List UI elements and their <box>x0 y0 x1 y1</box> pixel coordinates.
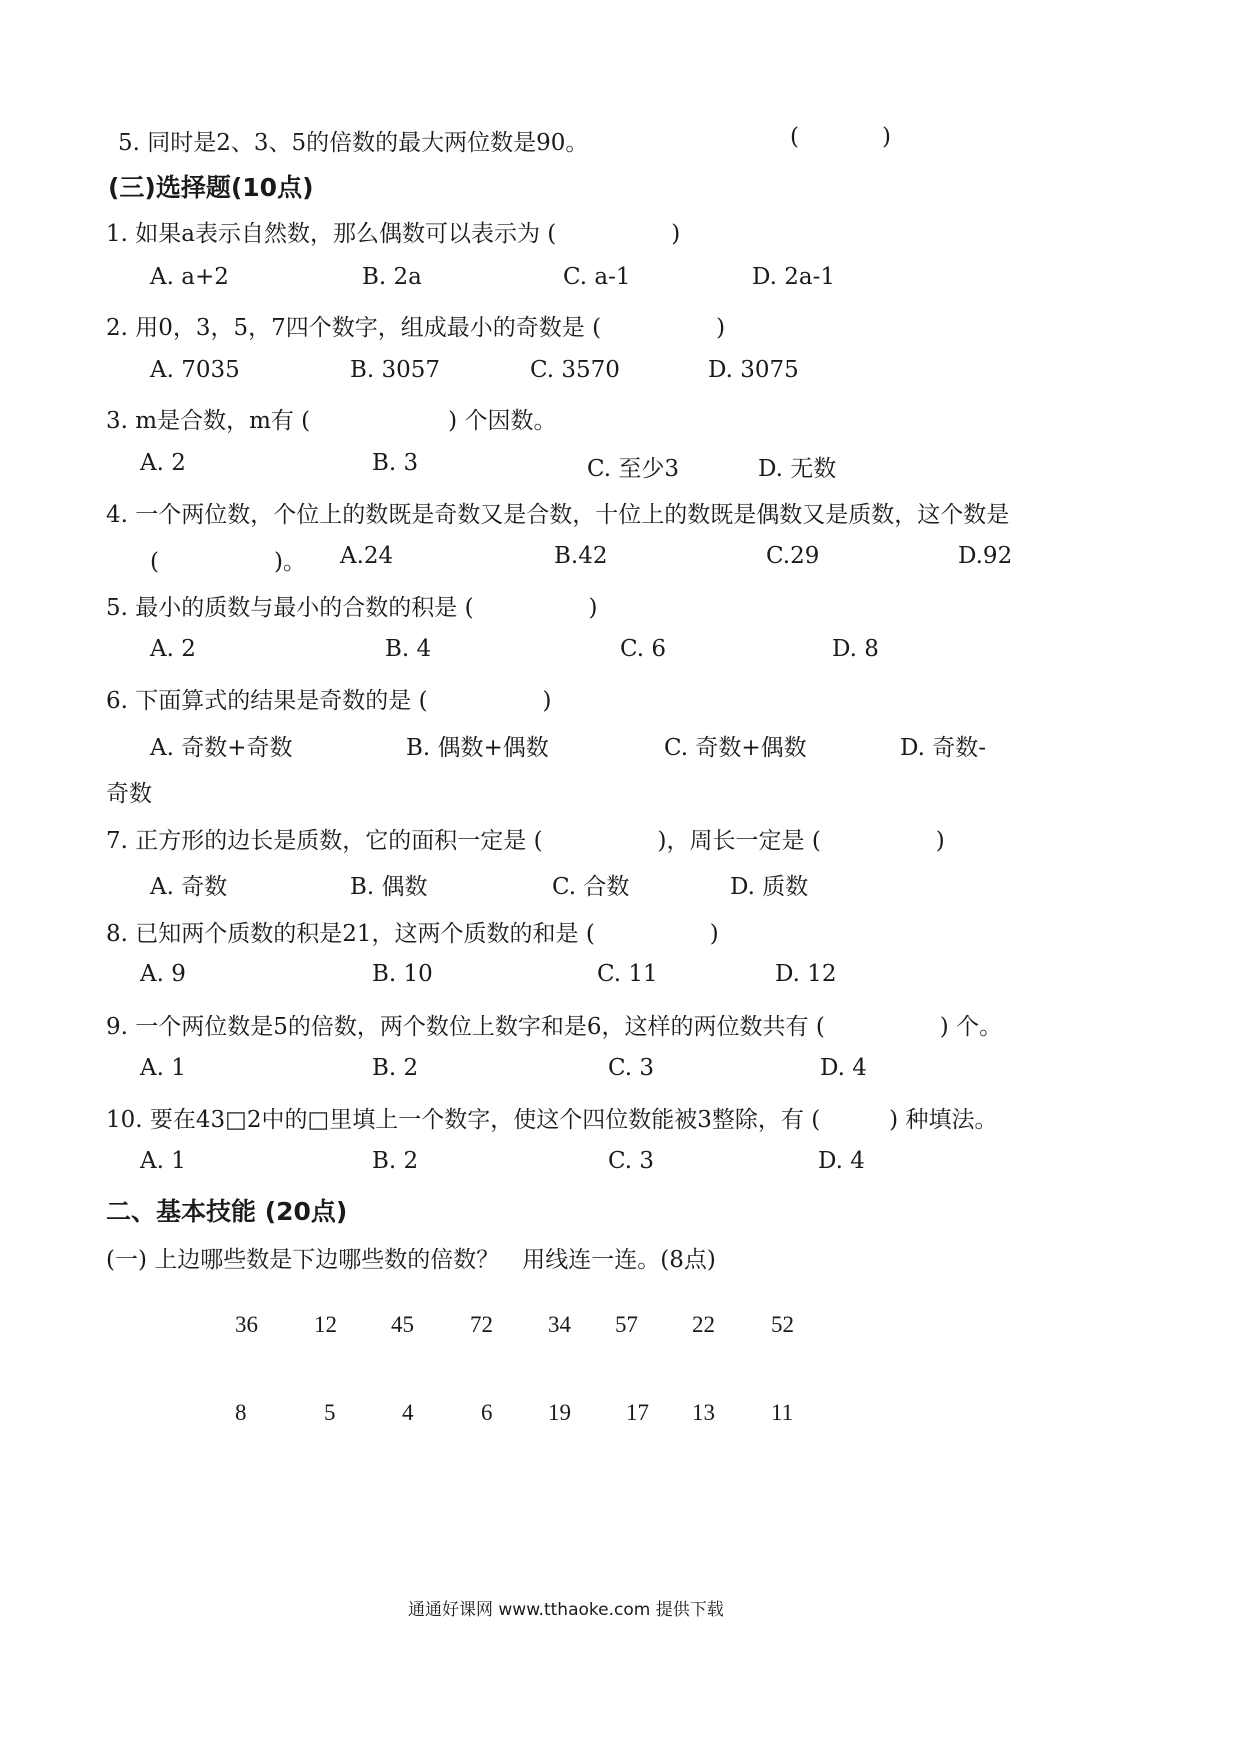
question-10-option-b: B. 2 <box>372 1148 419 1174</box>
question-1-option-d: D. 2a-1 <box>752 264 835 290</box>
question-5-option-c: C. 6 <box>620 636 667 662</box>
top-number-5: 34 <box>548 1312 571 1337</box>
question-9-stem: 9. 一个两位数是5的倍数，两个数位上数字和是6，这样的两位数共有 ( ) 个。 <box>106 1014 1003 1040</box>
top-number-1: 36 <box>235 1312 258 1337</box>
question-4-option-c: C.29 <box>766 543 820 569</box>
bottom-number-1: 8 <box>235 1400 247 1425</box>
top-number-4: 72 <box>470 1312 493 1337</box>
bottom-number-6: 17 <box>626 1400 649 1425</box>
prev-item-text: 5. 同时是2、3、5的倍数的最大两位数是90。 <box>118 130 589 156</box>
top-number-7: 22 <box>692 1312 715 1337</box>
question-3-option-b: B. 3 <box>372 450 419 476</box>
question-1-option-c: C. a-1 <box>563 264 631 290</box>
question-4-option-b: B.42 <box>554 543 608 569</box>
question-4-option-a: A.24 <box>340 543 394 569</box>
question-4-stem: 4. 一个两位数，个位上的数既是奇数又是合数，十位上的数既是偶数又是质数，这个数是 <box>106 502 1010 528</box>
bottom-number-3: 4 <box>402 1400 414 1425</box>
question-2-option-b: B. 3057 <box>350 357 441 383</box>
question-8-option-d: D. 12 <box>775 961 837 987</box>
question-3-option-d: D. 无数 <box>758 456 837 482</box>
bottom-number-8: 11 <box>771 1400 794 1425</box>
question-8-option-a: A. 9 <box>140 961 186 987</box>
bottom-number-2: 5 <box>324 1400 336 1425</box>
question-8-option-b: B. 10 <box>372 961 433 987</box>
question-6-stem: 6. 下面算式的结果是奇数的是 ( ) <box>106 688 552 714</box>
question-9-option-b: B. 2 <box>372 1055 419 1081</box>
question-9-option-d: D. 4 <box>820 1055 867 1081</box>
top-number-2: 12 <box>314 1312 337 1337</box>
question-1-option-b: B. 2a <box>362 264 422 290</box>
question-10-stem: 10. 要在43□2中的□里填上一个数字，使这个四位数能被3整除，有 ( ) 种填法。 <box>106 1107 998 1133</box>
question-7-option-c: C. 合数 <box>552 874 630 900</box>
question-4-option-d: D.92 <box>958 543 1013 569</box>
page-footer: 通通好课网 www.tthaoke.com 提供下载 <box>408 1600 724 1620</box>
question-6-option-d-wrap: 奇数 <box>106 781 152 807</box>
prev-item-paren-right: ) <box>882 124 891 150</box>
top-number-8: 52 <box>771 1312 794 1337</box>
prev-item-paren-left: ( <box>790 124 799 150</box>
question-6-option-d: D. 奇数- <box>900 735 987 761</box>
question-5-option-b: B. 4 <box>385 636 432 662</box>
sub1-title: (一) 上边哪些数是下边哪些数的倍数？ 用线连一连。(8点) <box>106 1247 716 1273</box>
question-9-option-c: C. 3 <box>608 1055 655 1081</box>
question-7-option-d: D. 质数 <box>730 874 809 900</box>
question-8-option-c: C. 11 <box>597 961 658 987</box>
question-7-option-a: A. 奇数 <box>150 874 228 900</box>
question-2-option-c: C. 3570 <box>530 357 620 383</box>
question-6-option-a: A. 奇数+奇数 <box>150 735 293 761</box>
question-6-option-c: C. 奇数+偶数 <box>664 735 807 761</box>
section2-title: 二、基本技能 (20点) <box>106 1197 348 1226</box>
question-2-option-a: A. 7035 <box>150 357 240 383</box>
question-2-option-d: D. 3075 <box>708 357 799 383</box>
question-1-stem: 1. 如果a表示自然数，那么偶数可以表示为 ( ) <box>106 221 681 247</box>
question-3-option-a: A. 2 <box>140 450 186 476</box>
question-7-option-b: B. 偶数 <box>350 874 428 900</box>
question-7-stem: 7. 正方形的边长是质数，它的面积一定是 ( )，周长一定是 ( ) <box>106 828 945 854</box>
bottom-number-4: 6 <box>481 1400 493 1425</box>
top-number-6: 57 <box>615 1312 638 1337</box>
question-6-option-b: B. 偶数+偶数 <box>406 735 549 761</box>
question-5-option-a: A. 2 <box>150 636 196 662</box>
question-10-option-d: D. 4 <box>818 1148 865 1174</box>
section3-title: (三)选择题(10点) <box>108 173 314 202</box>
question-5-stem: 5. 最小的质数与最小的合数的积是 ( ) <box>106 595 598 621</box>
question-8-stem: 8. 已知两个质数的积是21，这两个质数的和是 ( ) <box>106 921 719 947</box>
question-3-option-c: C. 至少3 <box>587 456 680 482</box>
question-3-stem: 3. m是合数，m有 ( ) 个因数。 <box>106 408 557 434</box>
question-5-option-d: D. 8 <box>832 636 879 662</box>
question-2-stem: 2. 用0，3，5，7四个数字，组成最小的奇数是 ( ) <box>106 315 726 341</box>
bottom-number-5: 19 <box>548 1400 571 1425</box>
question-10-option-c: C. 3 <box>608 1148 655 1174</box>
question-9-option-a: A. 1 <box>140 1055 186 1081</box>
question-1-option-a: A. a+2 <box>150 264 229 290</box>
question-10-option-a: A. 1 <box>140 1148 186 1174</box>
bottom-number-7: 13 <box>692 1400 715 1425</box>
question-4-stem-continued: ( )。 <box>150 549 306 575</box>
top-number-3: 45 <box>391 1312 414 1337</box>
